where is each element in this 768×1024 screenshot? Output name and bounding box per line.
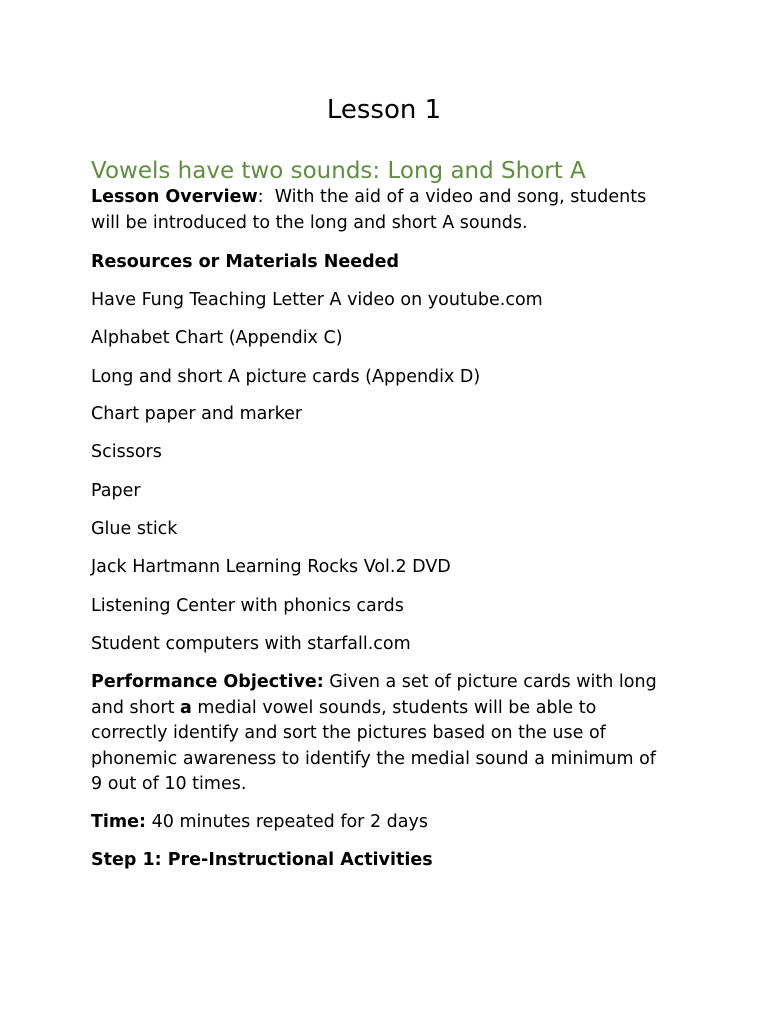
material-item: Student computers with starfall.com bbox=[91, 634, 411, 654]
material-item: Jack Hartmann Learning Rocks Vol.2 DVD bbox=[91, 557, 451, 577]
objective-text-2a: and short bbox=[91, 697, 181, 718]
material-item: Long and short A picture cards (Appendix D) bbox=[91, 367, 481, 387]
time-text: 40 minutes repeated for 2 days bbox=[146, 812, 428, 832]
objective-line-4: phonemic awareness to identify the medial sound a minimum of bbox=[91, 748, 656, 769]
material-item: Alphabet Chart (Appendix C) bbox=[91, 328, 343, 348]
performance-objective bbox=[91, 670, 681, 798]
page-title: Lesson 1 bbox=[326, 95, 442, 125]
overview-label: Lesson Overview bbox=[91, 187, 258, 207]
objective-text-2b: medial vowel sounds, students will be able to bbox=[191, 697, 597, 718]
overview-line-2: will be introduced to the long and short A sounds. bbox=[91, 212, 528, 233]
overview-separator: : bbox=[257, 187, 275, 207]
objective-line-1 bbox=[91, 670, 681, 696]
objective-label: Performance Objective: bbox=[91, 672, 324, 692]
lesson-overview bbox=[91, 185, 681, 236]
overview-text-1: With the aid of a video and song, students bbox=[274, 187, 647, 207]
material-item: Have Fung Teaching Letter A video on youtube.com bbox=[91, 290, 543, 310]
time-line bbox=[91, 810, 681, 836]
resources-heading: Resources or Materials Needed bbox=[91, 252, 400, 272]
material-item: Paper bbox=[91, 481, 141, 501]
time-label: Time: bbox=[91, 812, 147, 832]
material-item: Chart paper and marker bbox=[91, 404, 303, 424]
material-item: Listening Center with phonics cards bbox=[91, 596, 404, 616]
material-item: Glue stick bbox=[91, 519, 178, 539]
objective-bold-a: a bbox=[180, 697, 192, 718]
objective-line-3: correctly identify and sort the pictures based on the use of bbox=[91, 723, 606, 743]
lesson-subtitle: Vowels have two sounds: Long and Short A bbox=[91, 158, 586, 184]
overview-line-1 bbox=[91, 185, 681, 211]
objective-line-5: 9 out of 10 times. bbox=[91, 774, 247, 794]
objective-line-2 bbox=[91, 696, 681, 722]
step-1-heading: Step 1: Pre-Instructional Activities bbox=[91, 850, 433, 870]
material-item: Scissors bbox=[91, 442, 162, 462]
objective-text-1: Given a set of picture cards with long bbox=[323, 672, 657, 692]
